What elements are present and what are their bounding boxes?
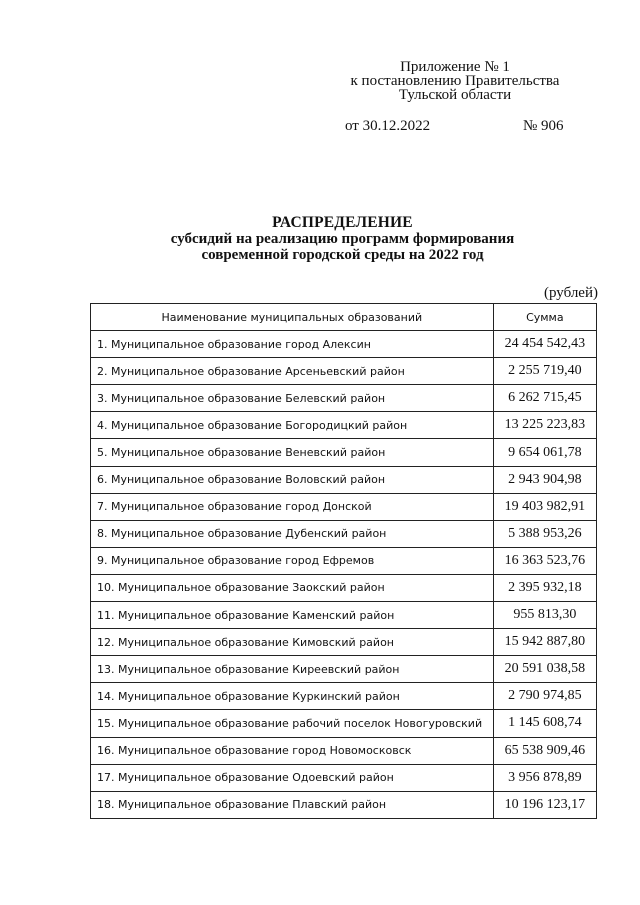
table-row bbox=[91, 547, 597, 574]
table-row bbox=[91, 656, 597, 683]
document-title bbox=[60, 215, 625, 263]
appendix-line: Приложение № 1 bbox=[400, 59, 510, 75]
appendix-line: Тульской области bbox=[398, 87, 512, 103]
table-row bbox=[91, 710, 597, 737]
table-row bbox=[91, 412, 597, 439]
table-header-row bbox=[91, 304, 597, 331]
municipality-name: 1. Муниципальное образование город Алексин bbox=[91, 331, 494, 358]
table-row bbox=[91, 466, 597, 493]
municipality-name: 11. Муниципальное образование Каменский район bbox=[91, 602, 494, 629]
appendix-line: к постановлению Правительства bbox=[350, 73, 560, 89]
municipality-name: 8. Муниципальное образование Дубенский район bbox=[91, 520, 494, 547]
municipality-name: 9. Муниципальное образование город Ефремов bbox=[91, 547, 494, 574]
subsidy-amount: 5 388 953,26 bbox=[493, 520, 596, 547]
table-row bbox=[91, 385, 597, 412]
subsidy-amount: 24 454 542,43 bbox=[493, 331, 596, 358]
municipality-name: 4. Муниципальное образование Богородицкий район bbox=[91, 412, 494, 439]
table-row bbox=[91, 683, 597, 710]
table-row bbox=[91, 331, 597, 358]
municipality-name: 15. Муниципальное образование рабочий поселок Новогуровский bbox=[91, 710, 494, 737]
subsidy-amount: 1 145 608,74 bbox=[493, 710, 596, 737]
subsidy-amount: 6 262 715,45 bbox=[493, 385, 596, 412]
column-header-name: Наименование муниципальных образований bbox=[91, 304, 494, 331]
table-row bbox=[91, 493, 597, 520]
table-row bbox=[91, 791, 597, 818]
municipality-name: 10. Муниципальное образование Заокский район bbox=[91, 574, 494, 601]
subsidy-amount: 20 591 038,58 bbox=[493, 656, 596, 683]
table-row bbox=[91, 439, 597, 466]
subsidy-amount: 3 956 878,89 bbox=[493, 764, 596, 791]
subsidy-amount: 2 790 974,85 bbox=[493, 683, 596, 710]
municipality-name: 18. Муниципальное образование Плавский район bbox=[91, 791, 494, 818]
subsidy-amount: 16 363 523,76 bbox=[493, 547, 596, 574]
title-line: РАСПРЕДЕЛЕНИЕ bbox=[272, 214, 413, 231]
municipality-name: 17. Муниципальное образование Одоевский район bbox=[91, 764, 494, 791]
municipality-name: 6. Муниципальное образование Воловский район bbox=[91, 466, 494, 493]
subsidy-amount: 15 942 887,80 bbox=[493, 629, 596, 656]
appendix-header bbox=[300, 60, 610, 102]
table-row bbox=[91, 520, 597, 547]
subsidy-amount: 13 225 223,83 bbox=[493, 412, 596, 439]
decree-number: № 906 bbox=[523, 118, 564, 134]
subsidy-amount: 9 654 061,78 bbox=[493, 439, 596, 466]
table-row bbox=[91, 737, 597, 764]
table-row bbox=[91, 629, 597, 656]
municipality-name: 7. Муниципальное образование город Донской bbox=[91, 493, 494, 520]
column-header-sum: Сумма bbox=[493, 304, 596, 331]
municipality-name: 16. Муниципальное образование город Новомосковск bbox=[91, 737, 494, 764]
municipality-name: 2. Муниципальное образование Арсеньевский район bbox=[91, 358, 494, 385]
municipality-name: 12. Муниципальное образование Кимовский район bbox=[91, 629, 494, 656]
decree-date: от 30.12.2022 bbox=[345, 118, 431, 134]
table-row bbox=[91, 764, 597, 791]
subsidy-amount: 955 813,30 bbox=[493, 602, 596, 629]
table-row bbox=[91, 574, 597, 601]
municipality-name: 13. Муниципальное образование Киреевский район bbox=[91, 656, 494, 683]
subsidy-amount: 2 943 904,98 bbox=[493, 466, 596, 493]
title-line: субсидий на реализацию программ формирования bbox=[170, 231, 515, 247]
municipality-name: 14. Муниципальное образование Куркинский район bbox=[91, 683, 494, 710]
table-row bbox=[91, 358, 597, 385]
subsidy-amount: 2 395 932,18 bbox=[493, 574, 596, 601]
municipality-name: 3. Муниципальное образование Белевский район bbox=[91, 385, 494, 412]
unit-label: (рублей) bbox=[543, 285, 598, 301]
title-line: современной городской среды на 2022 год bbox=[201, 247, 484, 263]
subsidy-amount: 65 538 909,46 bbox=[493, 737, 596, 764]
subsidy-amount: 19 403 982,91 bbox=[493, 493, 596, 520]
subsidy-amount: 10 196 123,17 bbox=[493, 791, 596, 818]
distribution-table bbox=[90, 303, 597, 819]
subsidy-amount: 2 255 719,40 bbox=[493, 358, 596, 385]
municipality-name: 5. Муниципальное образование Веневский район bbox=[91, 439, 494, 466]
table-row bbox=[91, 602, 597, 629]
